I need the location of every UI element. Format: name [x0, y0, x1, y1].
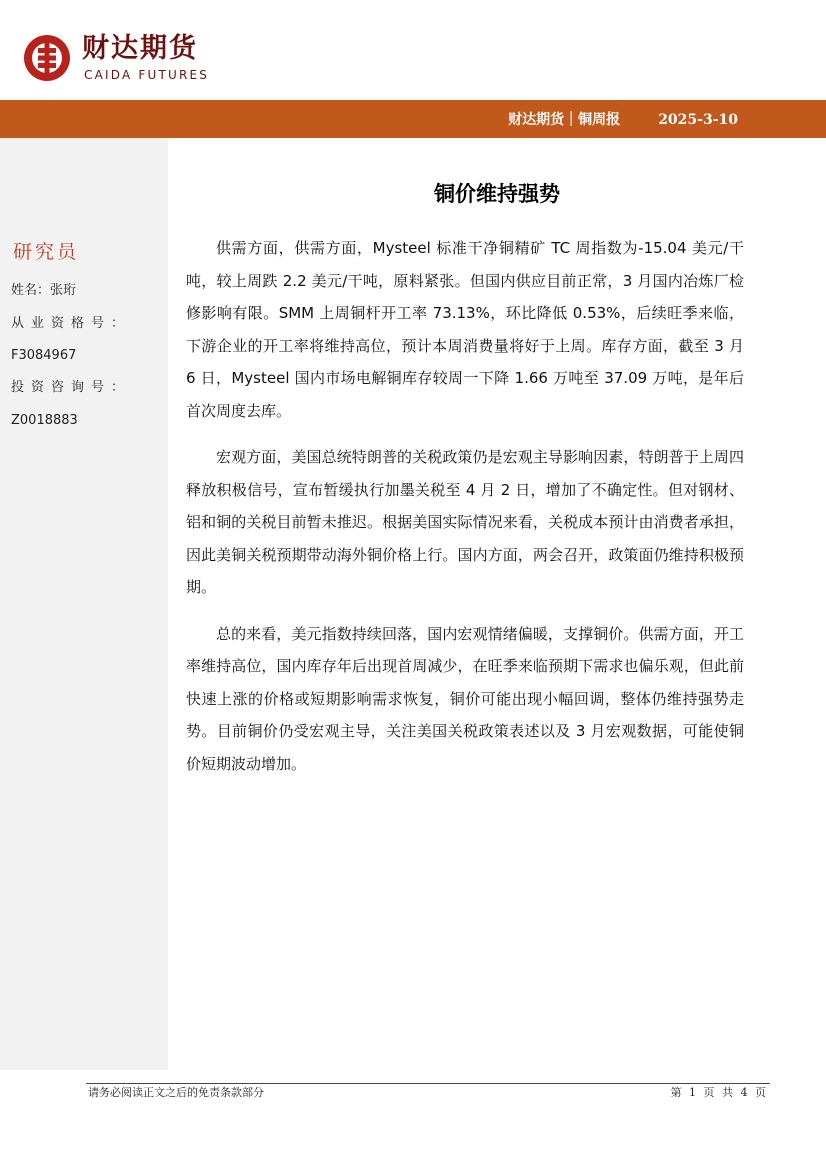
page-number: 第 1 页 共 4 页 — [670, 1086, 768, 1099]
brand-name-cn: 财达期货 — [82, 33, 198, 64]
analyst-name: 姓名：张珩 — [11, 283, 77, 298]
banner-text — [508, 111, 738, 129]
sidebar-title: 研究员 — [13, 241, 80, 263]
report-date: 2025-3-10 — [658, 112, 738, 128]
footer-divider — [86, 1083, 770, 1084]
paragraph-supply-demand: 供需方面，供需方面，Mysteel 标准干净铜精矿 TC 周指数为-15.04 美元/干吨，较上周跌 2.2 美元/干吨，原料紧张。但国内供应目前正常，3 月国内冶炼厂检修影响有限。SMM 上周铜杆开工率 73.13%，环比降低 0.53%，后续旺季来临，下游企业的开工率将维持高位，预计本周消费量将好于上周。库存方面，截至 3 月 6 日，Mysteel 国内市场电解铜库存较周一下降 1.66 万吨至 37.09 万吨，是年后首次周度去库。 — [186, 239, 744, 420]
footer-disclaimer[interactable]: 请务必阅读正文之后的免责条款部分 — [88, 1086, 264, 1099]
paragraph-summary: 总的来看，美元指数持续回落，国内宏观情绪偏暖，支撑铜价。供需方面，开工率维持高位，国内库存年后出现首周减少，在旺季来临预期下需求也偏乐观，但此前快速上涨的价格或短期影响需求恢复，铜价可能出现小幅回调，整体仍维持强势走势。目前铜价仍受宏观主导，关注美国关税政策表述以及 3 月宏观数据，可能使铜价短期波动增加。 — [186, 624, 744, 773]
article-title: 铜价维持强势 — [434, 182, 560, 206]
banner-label: 财达期货｜铜周报 — [508, 112, 621, 128]
paragraph-macro: 宏观方面，美国总统特朗普的关税政策仍是宏观主导影响因素，特朗普于上周四释放积极信号，宣布暂缓执行加墨关税至 4 月 2 日，增加了不确定性。但对钢材、铝和铜的关税目前暂未推迟。根据美国实际情况来看，关税成本预计由消费者承担，因此美铜关税预期带动海外铜价格上行。国内方面，两会召开，政策面仍维持积极预期。 — [186, 448, 744, 596]
qualification-number: F3084967 — [11, 348, 77, 363]
article-body — [186, 232, 744, 794]
caida-logo-icon — [22, 33, 72, 83]
report-banner — [0, 100, 826, 138]
consulting-number: Z0018883 — [11, 413, 78, 428]
brand-name-en: CAIDA FUTURES — [84, 68, 210, 82]
consulting-label: 投资咨询号： — [11, 380, 132, 395]
analyst-sidebar — [0, 138, 168, 1070]
qualification-label: 从业资格号： — [11, 316, 132, 331]
page-header — [0, 0, 826, 100]
